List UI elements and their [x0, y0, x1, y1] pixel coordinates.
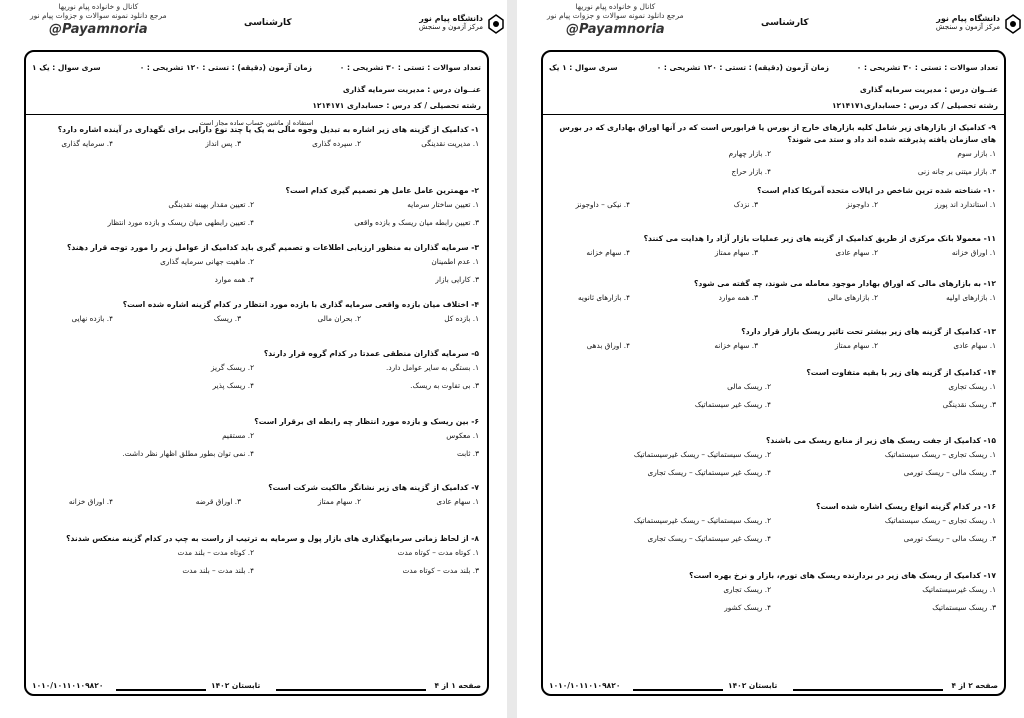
answer-options [34, 548, 479, 578]
exam-info-row [26, 58, 487, 76]
question-item [34, 299, 479, 326]
answer-option[interactable]: ۲. ریسک مالی [727, 382, 771, 392]
answer-options [34, 139, 479, 151]
question-stem: ۵- سرمایه گذاران منطقی عمدتا در کدام گروه قرار دارند؟ [263, 349, 479, 358]
question-item [551, 367, 996, 412]
answer-option[interactable]: ۱. بازده کل [444, 314, 479, 324]
answer-option[interactable]: ۴. سهام خزانه [586, 248, 630, 258]
question-stem: ۳- سرمایه گذاران به منظور ارزیابی اطلاعات و تصمیم گیری باید کدامیک از عوامل زیر را مورد توجه قرار دهند؟ [66, 243, 479, 252]
answer-option[interactable]: ۳. همه موارد [718, 293, 758, 303]
channel-stamp [30, 2, 167, 38]
page-header [517, 0, 1024, 48]
answer-option[interactable]: ۳. بازار میتنی بر جانه زنی [917, 167, 996, 177]
stamp-line-1: کانال و خانواده پیام نوریها [575, 2, 656, 11]
channel-stamp [547, 2, 684, 38]
answer-option[interactable]: ۲. مستقیم [222, 431, 254, 441]
field-code: رشته تحصیلی / کد درس : حسابداری ۱۲۱۴۱۷۱ [312, 100, 481, 110]
footer-page: صفحه ۱ از ۴ [434, 681, 481, 690]
assessment-center: مرکز آزمون و سنجش [418, 23, 483, 32]
exam-time: زمان آزمون (دقیقه) : تستی : ۱۲۰ تشریحی : ۰ [656, 62, 829, 72]
answer-option[interactable]: ۴. بازده نهایی [71, 314, 113, 324]
answer-option[interactable]: ۳. ریسک مالی – ریسک تورمی [903, 468, 996, 478]
stamp-handle: @Payamnoria [566, 21, 665, 37]
question-series: سری سوال : ۱ یک [549, 62, 618, 72]
footer-page: صفحه ۲ از ۴ [951, 681, 998, 690]
answer-option[interactable]: ۳. بی تفاوت به ریسک. [410, 381, 479, 391]
answer-options [551, 248, 996, 260]
question-item [551, 185, 996, 212]
assessment-center: مرکز آزمون و سنجش [935, 23, 1000, 32]
answer-option[interactable]: ۳. ریسک [213, 314, 241, 324]
exam-time: زمان آزمون (دقیقه) : تستی : ۱۲۰ تشریحی : ۰ [139, 62, 312, 72]
university-name: دانشگاه پیام نور [419, 14, 483, 23]
question-stem: ۱۷- کدامیک از ریسک های زیر در بردارنده ریسک های تورم، بازار و نرخ بهره است؟ [689, 571, 996, 580]
question-stem: ۱۴- کدامیک از گزینه های زیر با بقیه متفاوت است؟ [806, 368, 996, 377]
question-item [34, 416, 479, 461]
university-logo-icon [1004, 14, 1022, 34]
footer-rule [116, 689, 206, 691]
university-name: دانشگاه پیام نور [936, 14, 1000, 23]
answer-option[interactable]: ۴. بلند مدت – بلند مدت [182, 566, 254, 576]
field-code: رشته تحصیلی / کد درس : حسابداری۱۲۱۴۱۷۱ [831, 100, 998, 110]
question-item [34, 242, 479, 287]
question-stem: ۹- کدامیک از بازارهای زیر شامل کلیه بازارهای خارج از بورس یا فرابورس است که در آنها اوراق بهاداری که در بورس های سازمان یافته پذیرفته شده اند داد و ستد می شوند؟ [559, 123, 996, 145]
page-footer [26, 679, 487, 695]
answer-options [34, 200, 479, 230]
footer-term: تابستان ۱۴۰۲ [728, 681, 778, 690]
answer-option[interactable]: ۳. سهام ممتاز [714, 248, 758, 258]
question-series: سری سوال : یک ۱ [32, 62, 101, 72]
footer-code: ۱۰۱۰/۱۰۱۱۰۱۰۹۸۲۰ [32, 681, 104, 690]
answer-options [551, 149, 996, 179]
answer-option[interactable]: ۴. نیکی – داوجونز [575, 200, 630, 210]
answer-options [551, 341, 996, 353]
answer-option[interactable]: ۳. بلند مدت – کوتاه مدت [402, 566, 479, 576]
stamp-handle: @Payamnoria [49, 21, 148, 37]
question-item [551, 233, 996, 260]
answer-option[interactable]: ۴. ریسک کشور [724, 603, 771, 613]
answer-options [34, 257, 479, 287]
calculator-note: استفاده از ماشین حساب ساده مجاز است [199, 119, 314, 127]
answer-option[interactable]: ۱. بازار سوم [957, 149, 996, 159]
question-stem: ۶- بین ریسک و بازده مورد انتظار چه رابطه ای برقرار است؟ [254, 417, 479, 426]
answer-option[interactable]: ۲. سهام ممتاز [834, 341, 878, 351]
answer-option[interactable]: ۱. معکوس [446, 431, 479, 441]
answer-option[interactable]: ۱. سهام عادی [953, 341, 996, 351]
answer-option[interactable]: ۳. سهام خزانه [714, 341, 758, 351]
footer-code: ۱۰۱۰/۱۰۱۱۰۱۰۹۸۲۰ [549, 681, 621, 690]
answer-option[interactable]: ۱. تعیین ساختار سرمایه [407, 200, 479, 210]
question-item [551, 278, 996, 305]
answer-option[interactable]: ۲. سهام عادی [835, 248, 878, 258]
question-item [551, 501, 996, 546]
answer-option[interactable]: ۴. سرمایه گذاری [61, 139, 113, 149]
answer-options [551, 450, 996, 480]
answer-option[interactable]: ۳. پس انداز [205, 139, 241, 149]
answer-options [551, 200, 996, 212]
question-stem: ۱۶- در کدام گزینه انواع ریسک اشاره شده است؟ [816, 502, 996, 511]
answer-option[interactable]: ۲. ریسک سیستماتیک – ریسک غیرسیستماتیک [633, 516, 771, 526]
answer-option[interactable]: ۳. ریسک نقدینگی [942, 400, 996, 410]
answer-option[interactable]: ۱. ریسک تجاری – ریسک سیستماتیک [884, 450, 996, 460]
question-count: تعداد سوالات : تستی : ۳۰ تشریحی : ۰ [339, 62, 481, 72]
exam-frame [541, 50, 1006, 696]
footer-rule [793, 689, 943, 691]
answer-option[interactable]: ۳. اوراق قرضه [195, 497, 241, 507]
answer-option[interactable]: ۲. ریسک سیستماتیک – ریسک غیرسیستماتیک [633, 450, 771, 460]
question-stem: ۱۱- معمولا بانک مرکزی از طریق کدامیک از گزینه های زیر عملیات بازار آزاد را هدایت می کنند؟ [643, 234, 996, 243]
question-item [34, 185, 479, 230]
answer-option[interactable]: ۱. اوراق خزانه [951, 248, 996, 258]
answer-option[interactable]: ۲. کوتاه مدت – بلند مدت [177, 548, 254, 558]
page-gutter [507, 0, 517, 718]
answer-option[interactable]: ۳. ثابت [456, 449, 479, 459]
answer-option[interactable]: ۱. استاندارد اند پورز [934, 200, 996, 210]
question-stem: ۷- کدامیک از گزینه های زیر نشانگر مالکیت شرکت است؟ [268, 483, 479, 492]
answer-options [551, 293, 996, 305]
answer-option[interactable]: ۳. ریسک مالی – ریسک تورمی [903, 534, 996, 544]
exam-page-2 [517, 0, 1024, 718]
question-item [34, 124, 479, 151]
course-title: عنــوان درس : مدیریت سرمایه گذاری [859, 84, 998, 94]
answer-option[interactable]: ۱. ریسک تجاری – ریسک سیستماتیک [884, 516, 996, 526]
answer-options [551, 382, 996, 412]
stamp-line-1: کانال و خانواده پیام نوریها [58, 2, 139, 11]
answer-option[interactable]: ۴. بازارهای ثانویه [578, 293, 630, 303]
field-row [26, 96, 487, 114]
answer-option[interactable]: ۴. ریسک غیر سیستماتیک [694, 400, 771, 410]
answer-option[interactable]: ۴. نمی توان بطور مطلق اظهار نظر داشت. [122, 449, 254, 459]
answer-option[interactable]: ۱. مدیریت نقدینگی [421, 139, 479, 149]
answer-option[interactable]: ۲. تعیین مقدار بهینه نقدینگی [168, 200, 254, 210]
answer-option[interactable]: ۲. سپرده گذاری [312, 139, 361, 149]
answer-options [34, 431, 479, 461]
question-item [34, 533, 479, 578]
university-block [419, 14, 483, 31]
field-row [543, 96, 1004, 114]
answer-options [551, 516, 996, 546]
question-item [34, 482, 479, 509]
answer-option[interactable]: ۴. اوراق بدهی [586, 341, 630, 351]
answer-option[interactable]: ۴. ریسک غیر سیستماتیک – ریسک تجاری [647, 468, 771, 478]
answer-option[interactable]: ۱. بازارهای اولیه [946, 293, 996, 303]
answer-option[interactable]: ۴. اوراق خزانه [68, 497, 113, 507]
question-item [551, 570, 996, 615]
university-block [936, 14, 1000, 31]
answer-option[interactable]: ۴. همه موارد [214, 275, 254, 285]
question-stem: ۴- اختلاف میان بازده واقعی سرمایه گذاری با بازده مورد انتظار در کدام گزینه اشاره شده است؟ [122, 300, 479, 309]
question-stem: ۱۰- شناخته شده ترین شاخص در ایالات متحده آمریکا کدام است؟ [757, 186, 996, 195]
divider [26, 114, 487, 115]
answer-option[interactable]: ۲. بحران مالی [317, 314, 361, 324]
answer-option[interactable]: ۱. سهام عادی [436, 497, 479, 507]
question-item [551, 435, 996, 480]
question-count: تعداد سوالات : تستی : ۳۰ تشریحی : ۰ [856, 62, 998, 72]
page-header [0, 0, 507, 48]
question-stem: ۸- از لحاظ زمانی سرمایهگذاری های بازار پول و سرمایه به ترتیب از راست به چپ در کدام گزینه منعکس شدند؟ [66, 534, 479, 543]
answer-option[interactable]: ۱. کوتاه مدت – کوتاه مدت [397, 548, 479, 558]
exam-kind: کارشناسی [243, 18, 292, 28]
answer-option[interactable]: ۴. تعیین رابطهی میان ریسک و بازده مورد انتظار [107, 218, 254, 228]
answer-option[interactable]: ۳. کارایی بازار [435, 275, 479, 285]
answer-option[interactable]: ۴. ریسک پذیر [212, 381, 254, 391]
course-title: عنــوان درس : مدیریت سرمایه گذاری [342, 84, 481, 94]
exam-kind: کارشناسی [760, 18, 809, 28]
footer-term: تابستان ۱۴۰۲ [211, 681, 261, 690]
answer-option[interactable]: ۲. بازارهای مالی [827, 293, 878, 303]
question-stem: ۱۳- کدامیک از گزینه های زیر بیشتر تحت تاثیر ریسک بازار قرار دارد؟ [741, 327, 996, 336]
exam-frame [24, 50, 489, 696]
question-stem: ۱۲- به بازارهای مالی که اوراق بهادار موجود معامله می شوند، چه گفته می شود؟ [694, 279, 996, 288]
university-logo-icon [487, 14, 505, 34]
answer-options [34, 497, 479, 509]
page-footer [543, 679, 1004, 695]
exam-info-row [543, 58, 1004, 76]
answer-options [551, 585, 996, 615]
answer-options [34, 363, 479, 393]
answer-option[interactable]: ۴. بازار حراج [731, 167, 771, 177]
question-stem: ۲- مهمترین عامل عامل هر تصمیم گیری کدام است؟ [285, 186, 479, 195]
answer-option[interactable]: ۱. ریسک تجاری [948, 382, 996, 392]
stamp-line-2: مرجع دانلود نمونه سوالات و جزوات پیام نور [547, 11, 684, 21]
answer-option[interactable]: ۲. ریسک تجاری [723, 585, 771, 595]
question-item [551, 122, 996, 179]
answer-option[interactable]: ۲. ماهیت جهانی سرمایه گذاری [160, 257, 254, 267]
exam-page-1 [0, 0, 507, 718]
answer-option[interactable]: ۳. ریسک سیستماتیک [932, 603, 996, 613]
footer-rule [633, 689, 723, 691]
question-stem: ۱۵- کدامیک از جفت ریسک های زیر از منابع ریسک می باشند؟ [765, 436, 996, 445]
footer-rule [276, 689, 426, 691]
question-stem: ۱- کدامیک از گزینه های زیر اشاره به تبدیل وجوه مالی به یک یا چند نوع دارایی برای نگهداری در آینده اشاره دارد؟ [57, 125, 479, 134]
question-item [551, 326, 996, 353]
answer-option[interactable]: ۲. داوجونز [846, 200, 878, 210]
answer-option[interactable]: ۱. عدم اطمینان [431, 257, 479, 267]
answer-option[interactable]: ۲. بازار چهارم [728, 149, 771, 159]
answer-option[interactable]: ۲. ریسک گریز [210, 363, 254, 373]
answer-option[interactable]: ۳. نزدک [733, 200, 758, 210]
question-item [34, 348, 479, 393]
answer-option[interactable]: ۴. ریسک غیر سیستماتیک – ریسک تجاری [647, 534, 771, 544]
answer-option[interactable]: ۱. ریسک غیرسیستماتیک [922, 585, 996, 595]
answer-option[interactable]: ۲. سهام ممتاز [317, 497, 361, 507]
answer-options [34, 314, 479, 326]
stamp-line-2: مرجع دانلود نمونه سوالات و جزوات پیام نور [30, 11, 167, 21]
answer-option[interactable]: ۱. بستگی به سایر عوامل دارد. [386, 363, 479, 373]
answer-option[interactable]: ۳. تعیین رابطه میان ریسک و بازده واقعی [354, 218, 479, 228]
divider [543, 114, 1004, 115]
